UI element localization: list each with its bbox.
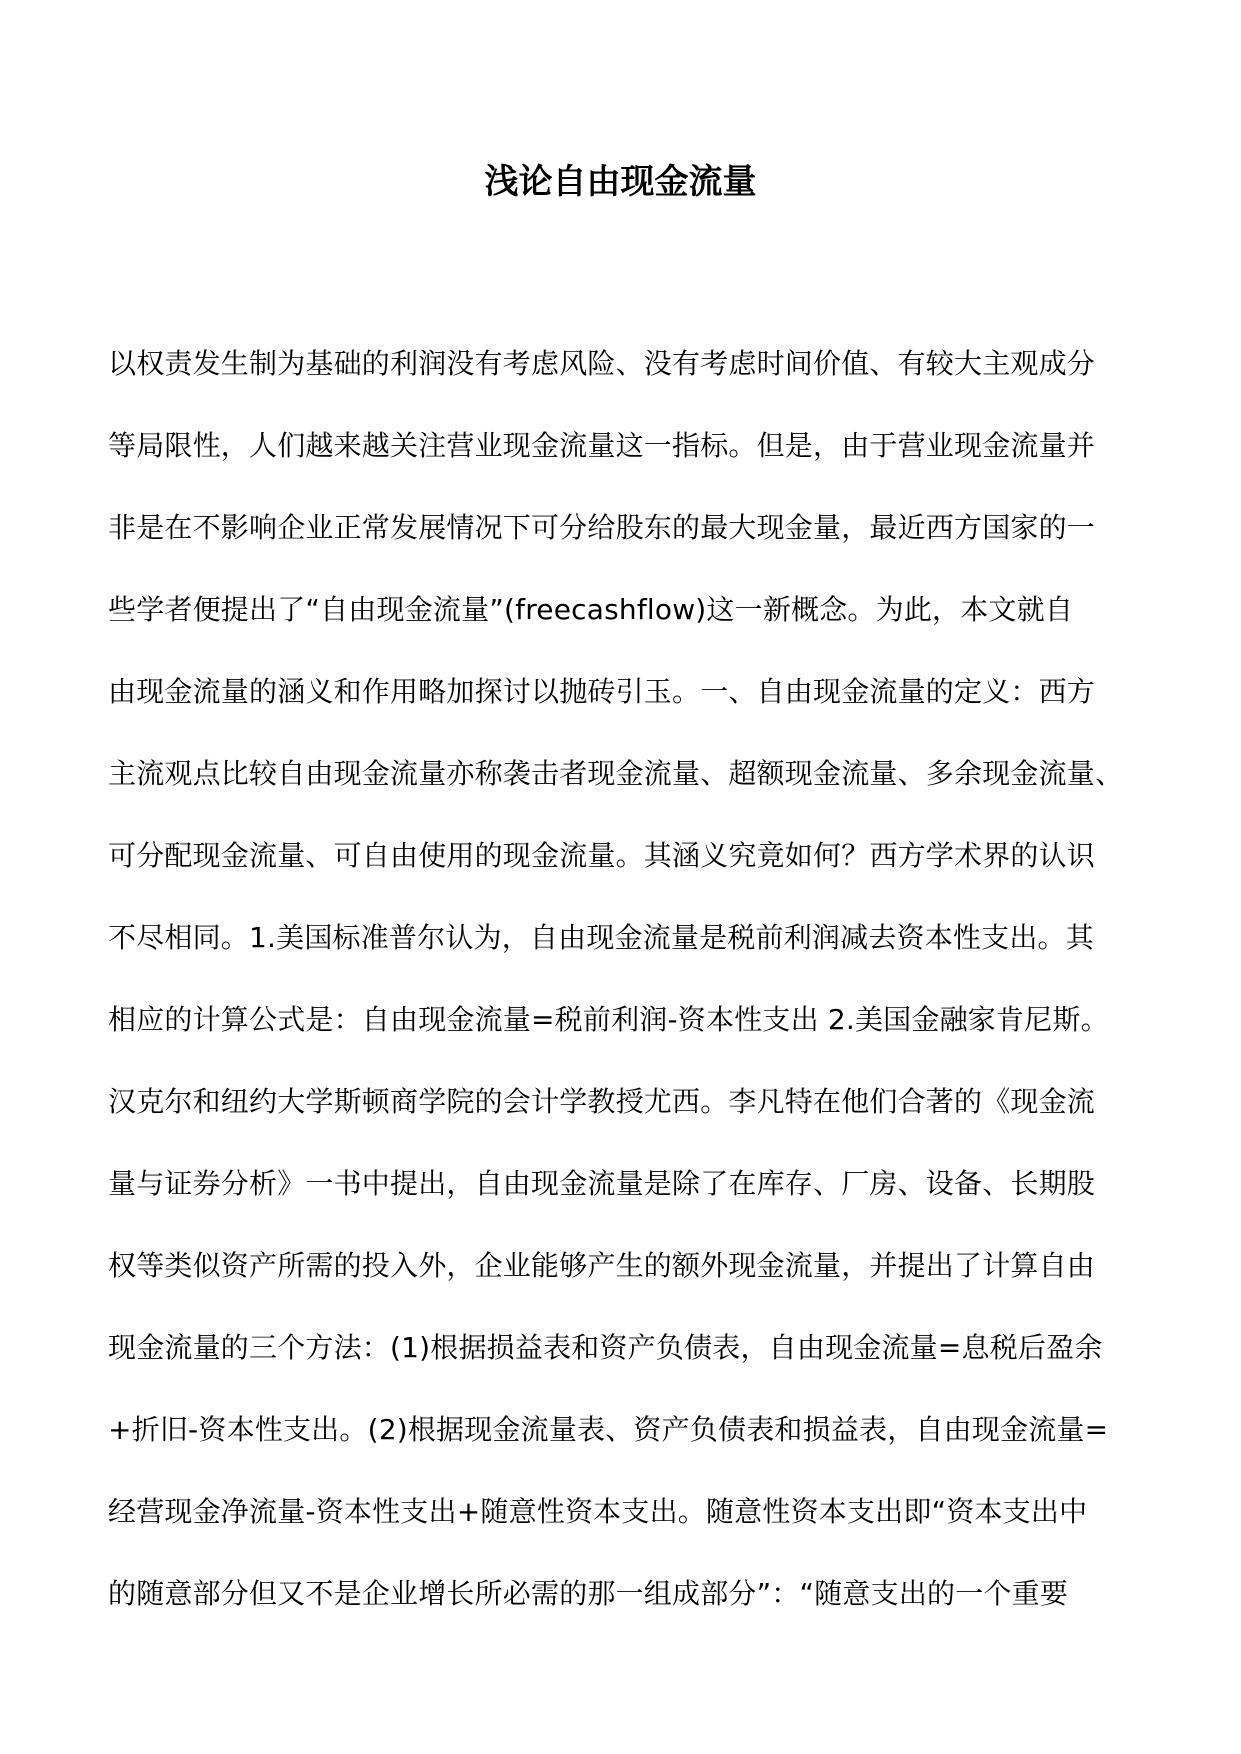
document-body (108, 342, 1138, 1654)
body-line: 等局限性，人们越来越关注营业现金流量这一指标。但是，由于营业现金流量并 (108, 429, 1096, 462)
body-line: 权等类似资产所需的投入外，企业能够产生的额外现金流量，并提出了计算自由 (108, 1249, 1096, 1282)
body-line: 汉克尔和纽约大学斯顿商学院的会计学教授尤西。李凡特在他们合著的《现金流 (108, 1085, 1096, 1118)
body-line: 可分配现金流量、可自由使用的现金流量。其涵义究竟如何？西方学术界的认识 (108, 839, 1096, 872)
body-line: 经营现金净流量-资本性支出+随意性资本支出。随意性资本支出即“资本支出中 (108, 1495, 1088, 1528)
body-line: 现金流量的三个方法：(1)根据损益表和资产负债表，自由现金流量=息税后盈余 (108, 1331, 1103, 1364)
body-line: +折旧-资本性支出。(2)根据现金流量表、资产负债表和损益表，自由现金流量= (108, 1413, 1109, 1446)
body-line: 以权责发生制为基础的利润没有考虑风险、没有考虑时间价值、有较大主观成分 (108, 347, 1096, 380)
body-line: 由现金流量的涵义和作用略加探讨以抛砖引玉。一、自由现金流量的定义：西方 (108, 675, 1096, 708)
body-line: 主流观点比较自由现金流量亦称袭击者现金流量、超额现金流量、多余现金流量、 (108, 757, 1124, 790)
body-line: 的随意部分但又不是企业增长所必需的那一组成部分”：“随意支出的一个重要 (108, 1577, 1069, 1610)
body-line: 量与证券分析》一书中提出，自由现金流量是除了在库存、厂房、设备、长期股 (108, 1167, 1096, 1200)
body-line: 不尽相同。1.美国标准普尔认为，自由现金流量是税前利润减去资本性支出。其 (108, 921, 1094, 954)
body-line: 相应的计算公式是：自由现金流量=税前利润-资本性支出 2.美国金融家肯尼斯。 (108, 1003, 1109, 1036)
document-title: 浅论自由现金流量 (484, 162, 757, 202)
body-line: 非是在不影响企业正常发展情况下可分给股东的最大现金量，最近西方国家的一 (108, 511, 1096, 544)
body-line: 些学者便提出了“自由现金流量”(freecashflow)这一新概念。为此，本文就自 (108, 593, 1074, 626)
